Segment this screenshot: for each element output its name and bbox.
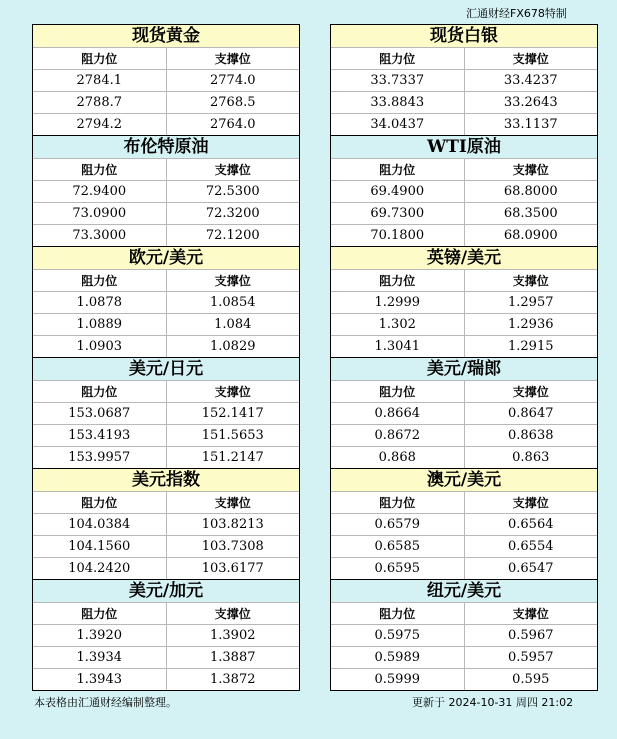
support-value: 1.084 — [167, 313, 300, 335]
resistance-value: 73.0900 — [33, 202, 167, 224]
resistance-header: 阻力位 — [331, 269, 465, 291]
table-row — [331, 113, 597, 135]
resistance-value: 153.4193 — [33, 424, 167, 446]
support-header: 支撑位 — [167, 269, 300, 291]
support-value: 68.0900 — [465, 224, 598, 246]
resistance-header: 阻力位 — [33, 602, 167, 624]
table-row — [33, 91, 299, 113]
support-value: 2774.0 — [167, 69, 300, 91]
support-header: 支撑位 — [167, 158, 300, 180]
resistance-value: 1.302 — [331, 313, 465, 335]
support-value: 1.2936 — [465, 313, 598, 335]
table-row — [33, 424, 299, 446]
table-row — [33, 291, 299, 313]
resistance-value: 72.9400 — [33, 180, 167, 202]
resistance-value: 34.0437 — [331, 113, 465, 135]
resistance-value: 0.5999 — [331, 668, 465, 690]
table-row — [331, 224, 597, 246]
support-value: 68.8000 — [465, 180, 598, 202]
support-value: 152.1417 — [167, 402, 300, 424]
table-row — [331, 335, 597, 357]
table-row — [33, 624, 299, 646]
resistance-value: 69.4900 — [331, 180, 465, 202]
table-header-row — [33, 158, 299, 180]
table-row — [331, 402, 597, 424]
resistance-header: 阻力位 — [331, 380, 465, 402]
table-row — [331, 69, 597, 91]
table-header-row — [33, 602, 299, 624]
resistance-header: 阻力位 — [331, 491, 465, 513]
support-value: 0.8647 — [465, 402, 598, 424]
support-value: 0.6564 — [465, 513, 598, 535]
support-value: 72.5300 — [167, 180, 300, 202]
support-value: 0.5967 — [465, 624, 598, 646]
table-header-row — [331, 47, 597, 69]
resistance-header: 阻力位 — [33, 491, 167, 513]
resistance-value: 0.8664 — [331, 402, 465, 424]
section-title: 澳元/美元 — [331, 468, 597, 491]
table-row — [331, 180, 597, 202]
table-row — [331, 668, 597, 690]
resistance-value: 0.5989 — [331, 646, 465, 668]
table-row — [331, 424, 597, 446]
support-header: 支撑位 — [167, 491, 300, 513]
section-title: 美元/瑞郎 — [331, 357, 597, 380]
support-value: 103.6177 — [167, 557, 300, 579]
table-row — [331, 513, 597, 535]
support-value: 0.6547 — [465, 557, 598, 579]
support-value: 1.3872 — [167, 668, 300, 690]
update-time: 更新于 2024-10-31 周四 21:02 — [412, 696, 574, 709]
table-row — [33, 69, 299, 91]
support-value: 33.1137 — [465, 113, 598, 135]
support-header: 支撑位 — [465, 47, 598, 69]
support-header: 支撑位 — [465, 491, 598, 513]
section-title: 美元/日元 — [33, 357, 299, 380]
resistance-value: 104.2420 — [33, 557, 167, 579]
support-value: 1.0854 — [167, 291, 300, 313]
support-value: 0.8638 — [465, 424, 598, 446]
table-row — [33, 646, 299, 668]
support-header: 支撑位 — [167, 47, 300, 69]
resistance-value: 70.1800 — [331, 224, 465, 246]
support-value: 72.1200 — [167, 224, 300, 246]
resistance-value: 2794.2 — [33, 113, 167, 135]
section-title: 纽元/美元 — [331, 579, 597, 602]
support-value: 0.5957 — [465, 646, 598, 668]
resistance-value: 1.3041 — [331, 335, 465, 357]
section-title: 现货黄金 — [33, 25, 299, 47]
support-value: 33.4237 — [465, 69, 598, 91]
resistance-value: 0.5975 — [331, 624, 465, 646]
support-value: 103.8213 — [167, 513, 300, 535]
table-row — [331, 313, 597, 335]
section-title: 英镑/美元 — [331, 246, 597, 269]
support-header: 支撑位 — [167, 602, 300, 624]
table-row — [331, 446, 597, 468]
support-value: 1.0829 — [167, 335, 300, 357]
table-row — [33, 180, 299, 202]
table-header-row — [33, 380, 299, 402]
resistance-value: 0.6595 — [331, 557, 465, 579]
support-value: 2768.5 — [167, 91, 300, 113]
section-title: 美元/加元 — [33, 579, 299, 602]
table-row — [33, 202, 299, 224]
support-value: 68.3500 — [465, 202, 598, 224]
table-header-row — [331, 158, 597, 180]
resistance-value: 153.0687 — [33, 402, 167, 424]
support-header: 支撑位 — [465, 380, 598, 402]
support-value: 2764.0 — [167, 113, 300, 135]
source-note: 汇通财经FX678特制 — [466, 7, 567, 20]
support-value: 1.3902 — [167, 624, 300, 646]
table-row — [33, 557, 299, 579]
support-value: 72.3200 — [167, 202, 300, 224]
resistance-value: 2784.1 — [33, 69, 167, 91]
support-value: 33.2643 — [465, 91, 598, 113]
resistance-value: 33.8843 — [331, 91, 465, 113]
table-header-row — [331, 491, 597, 513]
table-row — [33, 402, 299, 424]
resistance-value: 104.0384 — [33, 513, 167, 535]
support-value: 1.2957 — [465, 291, 598, 313]
table-header-row — [33, 47, 299, 69]
table-header-row — [33, 491, 299, 513]
table-row — [33, 224, 299, 246]
support-value: 151.2147 — [167, 446, 300, 468]
resistance-value: 1.3920 — [33, 624, 167, 646]
resistance-value: 73.3000 — [33, 224, 167, 246]
table-header-row — [33, 269, 299, 291]
support-value: 1.2915 — [465, 335, 598, 357]
support-value: 151.5653 — [167, 424, 300, 446]
resistance-value: 1.0903 — [33, 335, 167, 357]
support-value: 103.7308 — [167, 535, 300, 557]
table-row — [331, 91, 597, 113]
table-row — [33, 668, 299, 690]
support-header: 支撑位 — [167, 380, 300, 402]
resistance-value: 33.7337 — [331, 69, 465, 91]
table-row — [331, 202, 597, 224]
resistance-value: 69.7300 — [331, 202, 465, 224]
table-row — [33, 535, 299, 557]
resistance-value: 0.8672 — [331, 424, 465, 446]
table-row — [331, 624, 597, 646]
resistance-header: 阻力位 — [33, 47, 167, 69]
resistance-value: 153.9957 — [33, 446, 167, 468]
resistance-value: 1.3934 — [33, 646, 167, 668]
table-header-row — [331, 602, 597, 624]
section-title: WTI原油 — [331, 135, 597, 158]
resistance-header: 阻力位 — [331, 47, 465, 69]
table-row — [33, 113, 299, 135]
table-row — [33, 335, 299, 357]
footer-note: 本表格由汇通财经编制整理。 — [34, 696, 177, 709]
resistance-header: 阻力位 — [33, 380, 167, 402]
section-title: 美元指数 — [33, 468, 299, 491]
resistance-value: 1.0878 — [33, 291, 167, 313]
resistance-header: 阻力位 — [33, 158, 167, 180]
resistance-value: 0.868 — [331, 446, 465, 468]
right-panel — [330, 24, 598, 691]
resistance-value: 104.1560 — [33, 535, 167, 557]
table-row — [331, 557, 597, 579]
table-header-row — [331, 269, 597, 291]
resistance-header: 阻力位 — [331, 602, 465, 624]
resistance-header: 阻力位 — [331, 158, 465, 180]
table-row — [33, 513, 299, 535]
section-title: 现货白银 — [331, 25, 597, 47]
resistance-value: 1.3943 — [33, 668, 167, 690]
support-header: 支撑位 — [465, 158, 598, 180]
support-value: 0.863 — [465, 446, 598, 468]
support-header: 支撑位 — [465, 269, 598, 291]
resistance-value: 2788.7 — [33, 91, 167, 113]
table-row — [33, 446, 299, 468]
resistance-value: 0.6585 — [331, 535, 465, 557]
table-header-row — [331, 380, 597, 402]
table-row — [33, 313, 299, 335]
support-value: 1.3887 — [167, 646, 300, 668]
support-value: 0.595 — [465, 668, 598, 690]
resistance-header: 阻力位 — [33, 269, 167, 291]
support-value: 0.6554 — [465, 535, 598, 557]
resistance-value: 0.6579 — [331, 513, 465, 535]
resistance-value: 1.0889 — [33, 313, 167, 335]
table-row — [331, 646, 597, 668]
table-row — [331, 535, 597, 557]
section-title: 布伦特原油 — [33, 135, 299, 158]
support-header: 支撑位 — [465, 602, 598, 624]
left-panel — [32, 24, 300, 691]
section-title: 欧元/美元 — [33, 246, 299, 269]
resistance-value: 1.2999 — [331, 291, 465, 313]
table-row — [331, 291, 597, 313]
